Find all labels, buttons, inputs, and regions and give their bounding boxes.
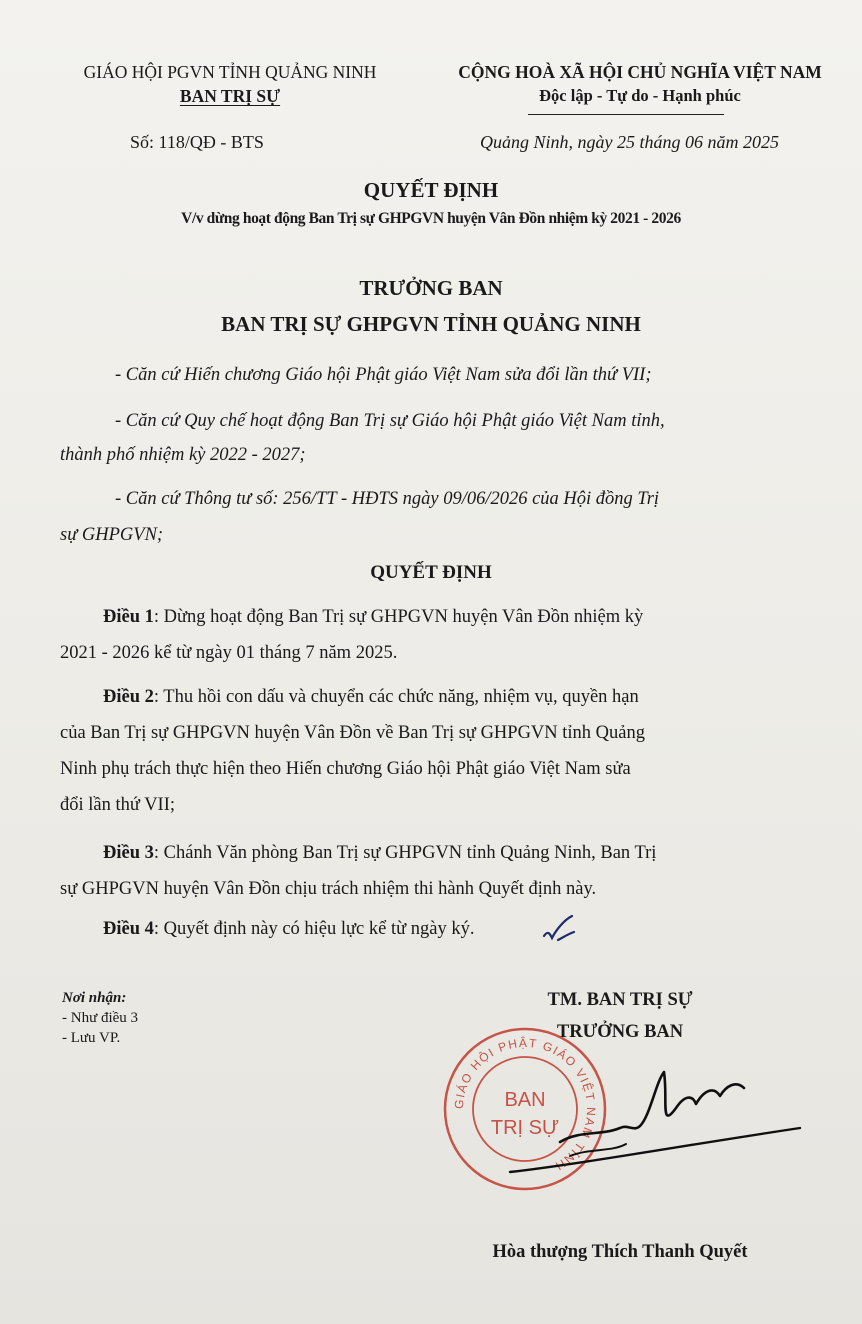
article-text: sự GHPGVN huyện Vân Đồn chịu trách nhiệm thi hành Quyết định này. [60, 879, 597, 899]
motto: Độc lập - Tự do - Hạnh phúc [539, 86, 741, 105]
document-date: Quảng Ninh, ngày 25 tháng 06 năm 2025 [480, 132, 779, 152]
basis-line: - Căn cứ Hiến chương Giáo hội Phật giáo Việt Nam sửa đổi lần thứ VII; [115, 365, 652, 385]
basis-line: sự GHPGVN; [60, 525, 164, 545]
article-4 [103, 910, 474, 948]
seal-center-line: BAN [504, 1089, 546, 1111]
article-label: Điều 1 [103, 607, 154, 627]
article-text: : Dừng hoạt động Ban Trị sự GHPGVN huyện Vân Đồn nhiệm kỳ [153, 607, 644, 627]
motto-underline [528, 114, 724, 115]
article-text: Ninh phụ trách thực hiện theo Hiến chương Giáo hội Phật giáo Việt Nam sửa [60, 759, 631, 779]
basis-line: thành phố nhiệm kỳ 2022 - 2027; [60, 445, 306, 465]
signer-name: Hòa thượng Thích Thanh Quyết [492, 1242, 748, 1262]
recipient-item: - Như điều 3 [62, 1010, 139, 1026]
article-text: 2021 - 2026 kể từ ngày 01 tháng 7 năm 2025. [60, 643, 398, 663]
seal-ring-text: GIÁO HỘI PHẬT GIÁO VIỆT NAM TỈNH [451, 1035, 599, 1174]
org-name: GIÁO HỘI PGVN TỈNH QUẢNG NINH [83, 62, 377, 82]
issuer-title: TRƯỞNG BAN [359, 276, 503, 300]
article-text: : Chánh Văn phòng Ban Trị sự GHPGVN tỉnh Quảng Ninh, Ban Trị [153, 843, 657, 863]
document-subject: V/v dừng hoạt động Ban Trị sự GHPGVN huyện Vân Đồn nhiệm kỳ 2021 - 2026 [181, 210, 681, 227]
handwritten-initial-icon [538, 912, 586, 946]
signature-position: TRƯỞNG BAN [556, 1022, 684, 1042]
nation-name: CỘNG HOÀ XÃ HỘI CHỦ NGHĨA VIỆT NAM [458, 62, 822, 82]
article-2 [103, 678, 639, 716]
article-3 [103, 834, 656, 872]
basis-line: - Căn cứ Quy chế hoạt động Ban Trị sự Giáo hội Phật giáo Việt Nam tỉnh, [115, 411, 665, 431]
article-1 [103, 598, 643, 636]
document-number: Số: 118/QĐ - BTS [130, 132, 264, 152]
article-text: đổi lần thứ VII; [60, 795, 176, 815]
document-title: QUYẾT ĐỊNH [363, 178, 499, 202]
article-text: : Quyết định này có hiệu lực kể từ ngày ký. [153, 919, 475, 939]
article-label: Điều 4 [103, 919, 154, 939]
issuing-org [30, 60, 430, 108]
article-text: : Thu hồi con dấu và chuyển các chức năng, nhiệm vụ, quyền hạn [153, 687, 639, 707]
basis-line: - Căn cứ Thông tư số: 256/TT - HĐTS ngày 09/06/2026 của Hội đồng Trị [115, 489, 660, 509]
decision-heading: QUYẾT ĐỊNH [370, 562, 492, 583]
handwritten-signature-icon [500, 1060, 820, 1190]
national-motto [420, 60, 860, 108]
issuer-body: BAN TRỊ SỰ GHPGVN TỈNH QUẢNG NINH [221, 312, 641, 336]
article-label: Điều 3 [103, 843, 154, 863]
signature-office: TM. BAN TRỊ SỰ [547, 990, 693, 1010]
recipient-item: - Lưu VP. [62, 1030, 121, 1046]
recipients-heading: Nơi nhận: [62, 990, 127, 1006]
article-text: của Ban Trị sự GHPGVN huyện Vân Đồn về Ban Trị sự GHPGVN tỉnh Quảng [60, 723, 646, 743]
seal-center-line: TRỊ SỰ [490, 1117, 560, 1139]
org-department: BAN TRỊ SỰ [179, 86, 281, 106]
recipients-block [62, 988, 138, 1048]
article-label: Điều 2 [103, 687, 154, 707]
